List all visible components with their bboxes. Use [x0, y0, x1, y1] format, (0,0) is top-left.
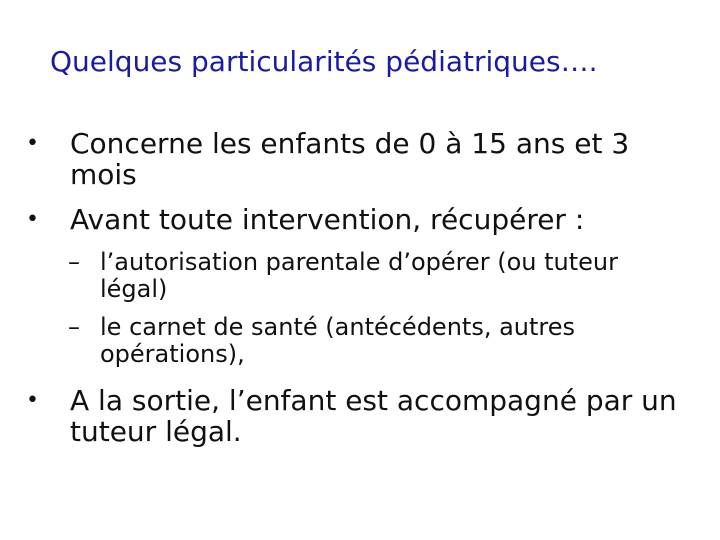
- bullet-item: [26, 204, 692, 235]
- slide-title: Quelques particularités pédiatriques….: [50, 45, 598, 78]
- dash-marker: –: [68, 313, 80, 341]
- bullet-item: [26, 385, 692, 447]
- bullet-text: A la sortie, l’enfant est accompagné par un tuteur légal.: [70, 384, 677, 448]
- sub-list: [68, 249, 686, 368]
- bullet-item: [26, 128, 692, 190]
- bullet-marker: •: [26, 207, 39, 232]
- dash-marker: –: [68, 248, 80, 276]
- bullet-text: Avant toute intervention, récupérer :: [70, 203, 585, 236]
- sub-text: le carnet de santé (antécédents, autres opérations),: [100, 313, 576, 368]
- sub-text: l’autorisation parentale d’opérer (ou tuteur légal): [100, 248, 619, 303]
- bullet-marker: •: [26, 131, 39, 156]
- bullet-list: [26, 128, 686, 447]
- bullet-marker: •: [26, 388, 39, 413]
- sub-item: [68, 249, 662, 303]
- sub-item: [68, 314, 662, 368]
- bullet-text: Concerne les enfants de 0 à 15 ans et 3 mois: [70, 127, 630, 191]
